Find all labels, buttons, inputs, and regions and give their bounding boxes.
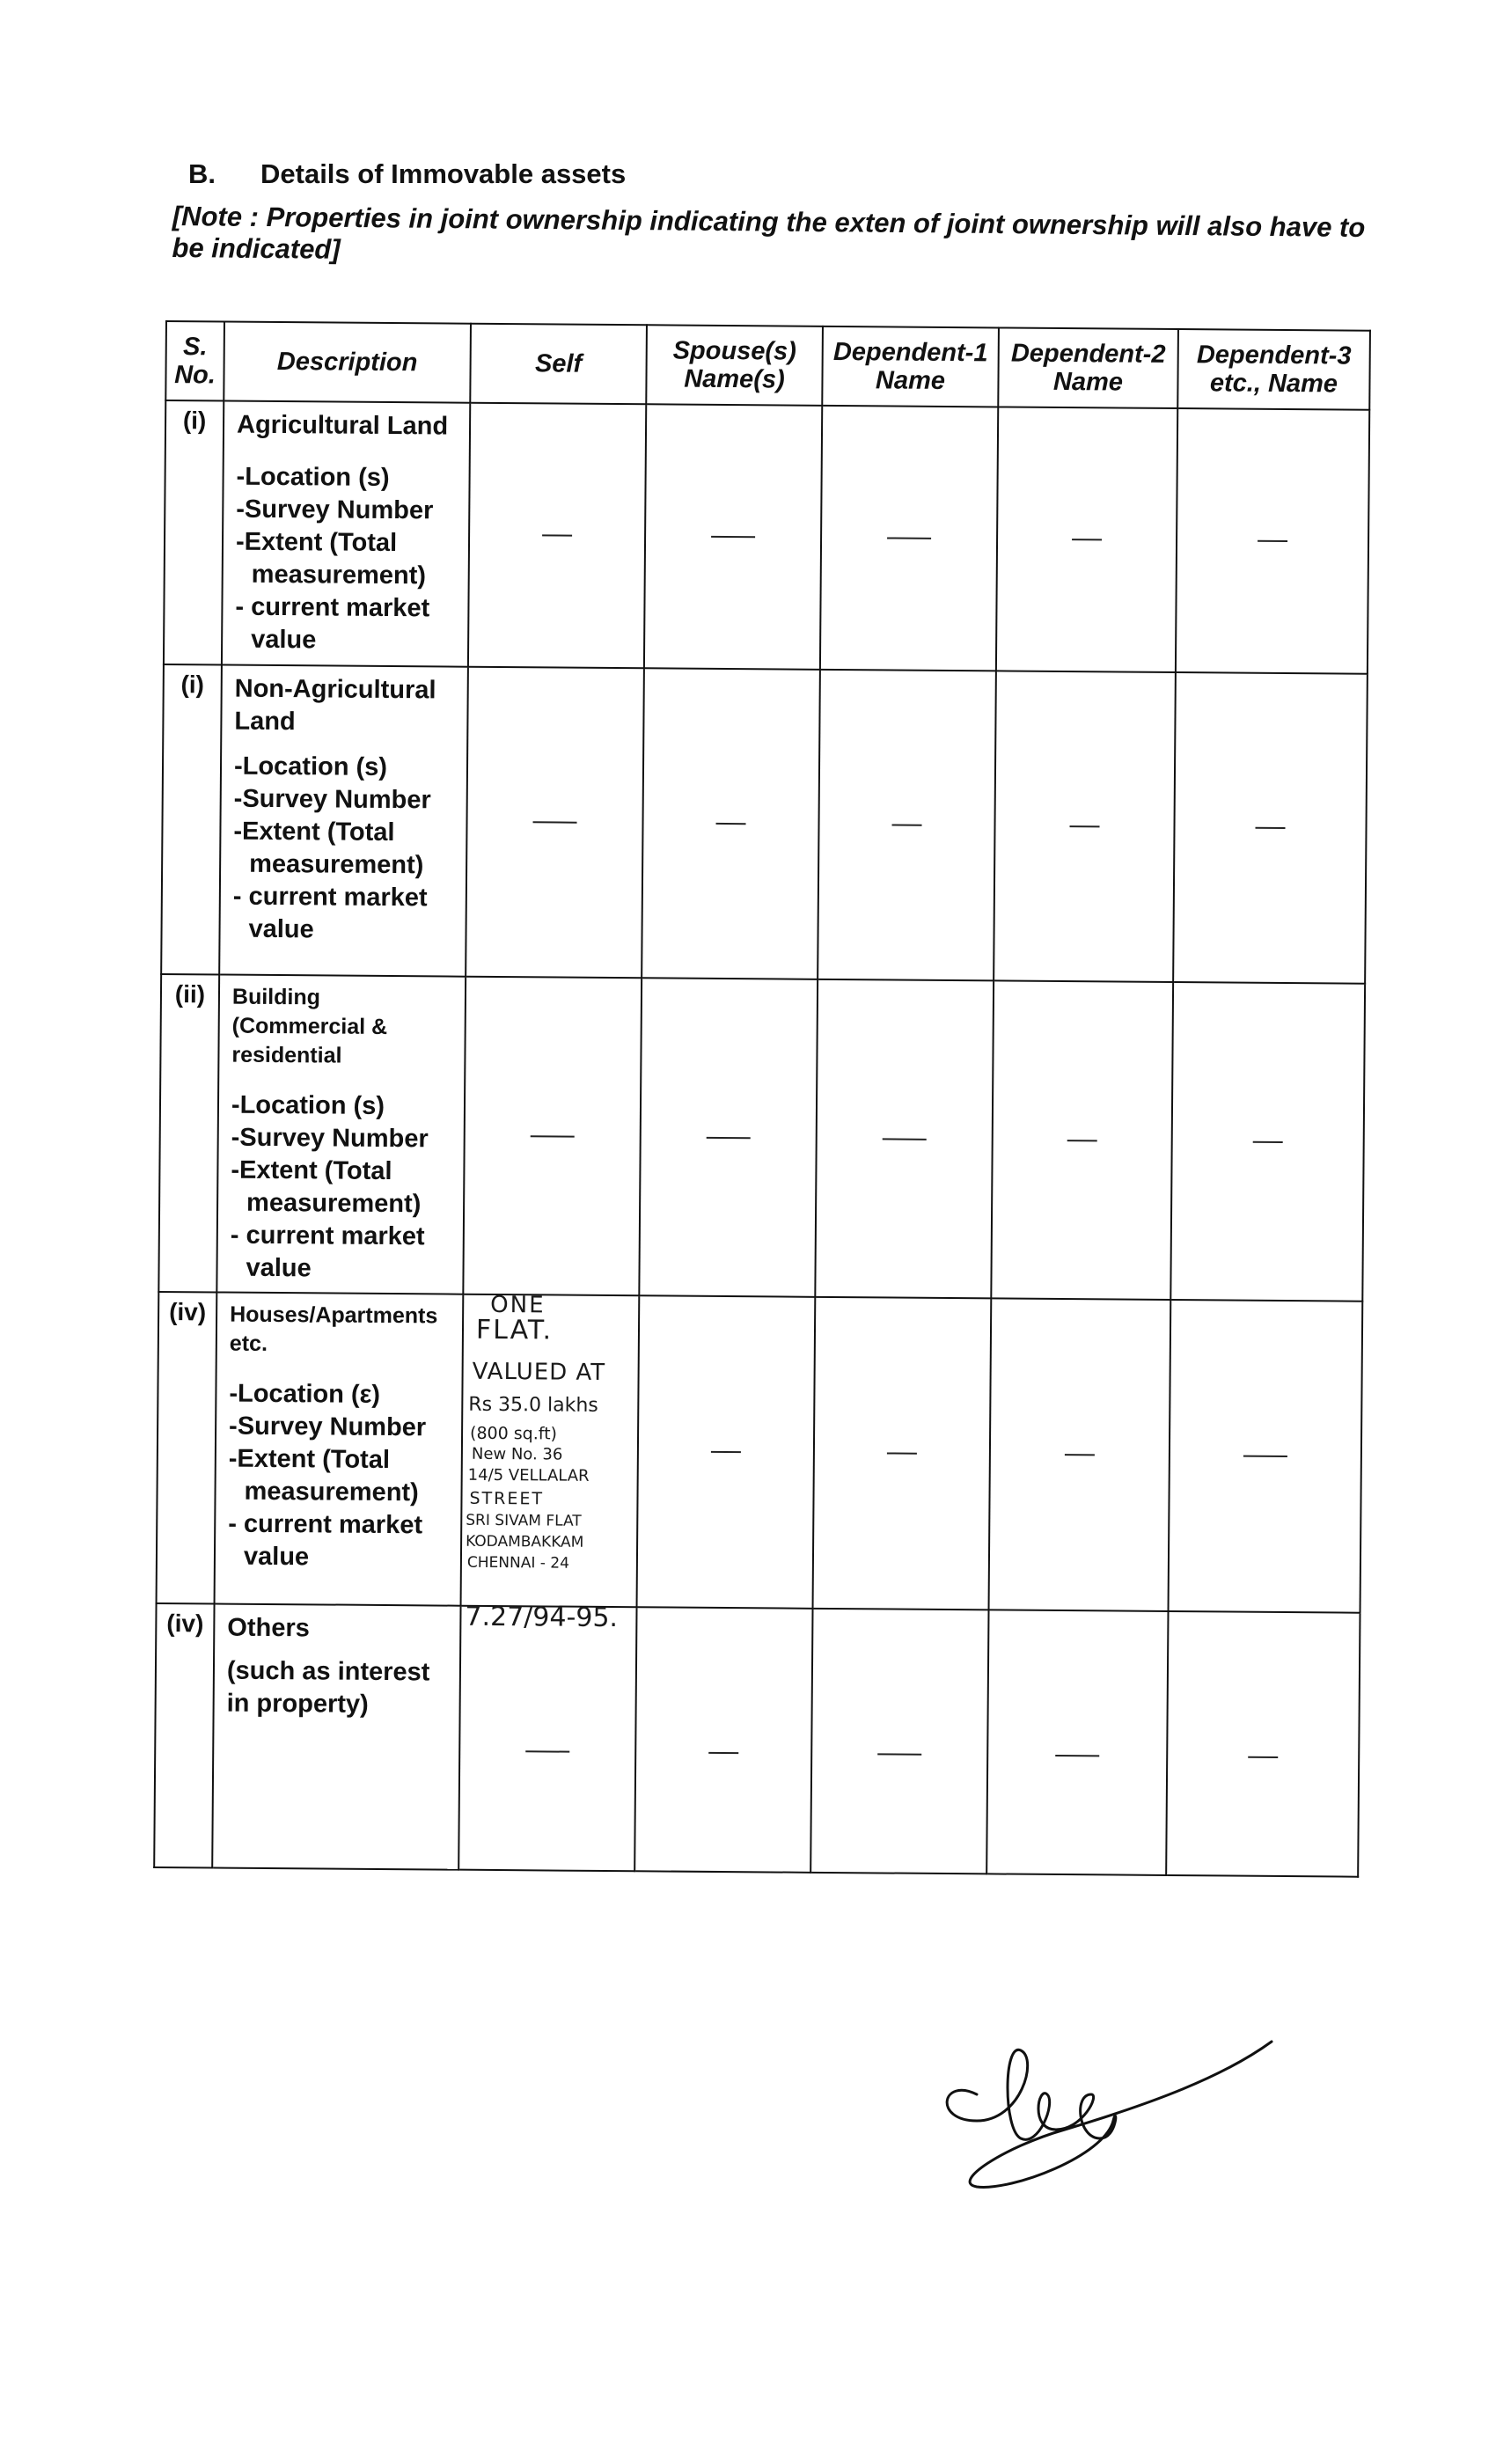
row-item: measurement) <box>249 849 424 880</box>
row-item: -Extent (Total <box>228 1444 391 1475</box>
row-item: value <box>248 914 314 944</box>
row-item: measurement) <box>246 1188 422 1219</box>
section-note: [Note : Properties in joint ownership indicating the exten of joint ownership will also have to be indicated] <box>172 201 1366 265</box>
row-item: -Survey Number <box>236 495 434 525</box>
section-title: Details of Immovable assets <box>260 158 627 189</box>
empty-dash <box>877 1753 921 1755</box>
cell-self <box>466 667 644 979</box>
handwritten-line: VALUED AT <box>472 1358 606 1386</box>
empty-dash <box>1067 1140 1097 1141</box>
empty-dash <box>1248 1756 1278 1758</box>
cell-dependent-2 <box>996 407 1177 672</box>
row-item: measurement) <box>251 560 427 590</box>
empty-dash <box>1055 1755 1099 1756</box>
cell-dependent-3 <box>1169 1300 1363 1613</box>
row-item: value <box>243 1542 310 1572</box>
empty-dash <box>542 534 572 536</box>
empty-dash <box>716 823 746 825</box>
empty-dash <box>711 536 755 538</box>
row-title: Others <box>227 1613 310 1643</box>
empty-dash <box>887 1452 917 1454</box>
section-letter: B. <box>188 158 216 189</box>
header-self: Self <box>470 324 647 405</box>
cell-dependent-2 <box>994 671 1176 982</box>
empty-dash <box>525 1750 569 1752</box>
row-title: Non-Agricultural Land <box>234 674 436 737</box>
empty-dash <box>1243 1456 1287 1457</box>
handwritten-line: FLAT. <box>475 1314 554 1346</box>
empty-dash <box>1253 1140 1283 1142</box>
handwritten-line: 7.27/94-95. <box>465 1601 619 1634</box>
cell-dependent-2 <box>986 1610 1168 1875</box>
row-item: value <box>246 1253 312 1283</box>
cell-spouse <box>642 668 820 979</box>
header-dependent-2: Dependent-2 Name <box>998 327 1178 408</box>
row-item: - current market <box>235 592 430 623</box>
row-item: (such as interest <box>226 1656 430 1687</box>
empty-dash <box>707 1136 751 1138</box>
header-description: Description <box>224 322 471 403</box>
cell-dependent-1 <box>820 406 998 671</box>
row-sno: (iv) <box>154 1603 214 1868</box>
row-sno: (iv) <box>157 1292 217 1604</box>
cell-self <box>458 1601 636 1872</box>
empty-dash <box>892 825 922 826</box>
row-item: -Location (s) <box>231 1090 385 1120</box>
row-item: -Survey Number <box>231 1123 429 1154</box>
row-title: Building (Commercial & residential <box>231 984 388 1068</box>
cell-dependent-3 <box>1166 1611 1360 1877</box>
cell-spouse <box>637 1295 816 1609</box>
empty-dash <box>1070 825 1100 827</box>
handwritten-line: Rs 35.0 lakhs <box>468 1393 598 1417</box>
row-description <box>219 665 468 977</box>
signature <box>924 2024 1294 2200</box>
cell-spouse <box>634 1607 812 1873</box>
cell-dependent-3 <box>1173 672 1368 984</box>
row-title: Houses/Apartments etc. <box>229 1302 438 1356</box>
empty-dash <box>708 1752 738 1754</box>
cell-self <box>463 977 642 1296</box>
cell-dependent-2 <box>991 980 1173 1300</box>
header-dependent-1: Dependent-1 Name <box>822 326 999 407</box>
row-item: -Extent (Total <box>235 527 398 558</box>
cell-dependent-1 <box>810 1609 988 1874</box>
row-description <box>212 1603 460 1869</box>
row-item: value <box>251 625 317 655</box>
empty-dash <box>1258 540 1287 542</box>
row-description <box>215 1292 464 1605</box>
empty-dash <box>883 1138 927 1140</box>
empty-dash <box>887 537 931 539</box>
cell-dependent-1 <box>818 670 996 981</box>
table-row <box>158 974 1365 1302</box>
row-item: measurement) <box>244 1477 419 1507</box>
table-row <box>161 664 1368 984</box>
row-item: -Location (ε) <box>229 1379 381 1409</box>
cell-dependent-3 <box>1176 408 1369 674</box>
cell-dependent-2 <box>989 1298 1171 1611</box>
cell-dependent-1 <box>815 979 994 1299</box>
row-sno: (i) <box>164 400 224 665</box>
handwritten-line: SRI SIVAM FLAT <box>466 1511 582 1530</box>
row-item: -Location (s) <box>236 462 390 493</box>
immovable-assets-table <box>153 320 1371 1878</box>
handwritten-line: ONE <box>490 1291 546 1319</box>
table-row <box>164 400 1369 674</box>
empty-dash <box>1065 1454 1095 1456</box>
row-sno: (ii) <box>158 974 219 1293</box>
cell-self <box>468 403 646 669</box>
row-description <box>222 401 470 667</box>
row-item: in property) <box>226 1689 369 1719</box>
handwritten-line: 14/5 VELLALAR <box>467 1465 590 1485</box>
handwritten-line: KODAMBAKKAM <box>466 1532 584 1551</box>
row-description <box>216 975 466 1294</box>
header-row <box>165 321 1370 410</box>
row-item: -Location (s) <box>233 752 388 781</box>
handwritten-line: (800 sq.ft) <box>469 1423 558 1444</box>
row-item: -Extent (Total <box>233 817 395 847</box>
header-spouse: Spouse(s) Name(s) <box>646 325 823 406</box>
header-dependent-3: Dependent-3 etc., Name <box>1177 329 1370 410</box>
empty-dash <box>1256 827 1286 829</box>
row-item: - current market <box>230 1221 425 1251</box>
immovable-assets-table-wrap <box>153 320 1371 1878</box>
row-item: - current market <box>232 882 428 913</box>
handwritten-line: New No. 36 <box>471 1444 563 1464</box>
row-title: Agricultural Land <box>236 410 449 441</box>
table-row <box>157 1292 1363 1613</box>
section-heading <box>188 158 626 190</box>
header-sno: S. No. <box>165 321 224 401</box>
empty-dash <box>711 1451 741 1453</box>
empty-dash <box>533 821 577 823</box>
row-sno: (i) <box>161 664 222 975</box>
cell-dependent-3 <box>1170 982 1365 1302</box>
cell-self-handwritten <box>461 1291 640 1608</box>
row-item: -Survey Number <box>233 784 431 815</box>
empty-dash <box>531 1135 575 1137</box>
row-item: -Extent (Total <box>231 1155 392 1186</box>
table-row <box>154 1603 1360 1877</box>
cell-dependent-1 <box>813 1297 992 1610</box>
cell-spouse <box>644 404 822 670</box>
empty-dash <box>1072 539 1102 540</box>
cell-spouse <box>639 978 818 1297</box>
handwritten-line: STREET <box>469 1488 545 1509</box>
row-item: -Survey Number <box>229 1412 427 1442</box>
row-item: - current market <box>228 1509 423 1540</box>
signature-stroke <box>947 2042 1272 2187</box>
handwritten-line: CHENNAI - 24 <box>466 1553 570 1573</box>
